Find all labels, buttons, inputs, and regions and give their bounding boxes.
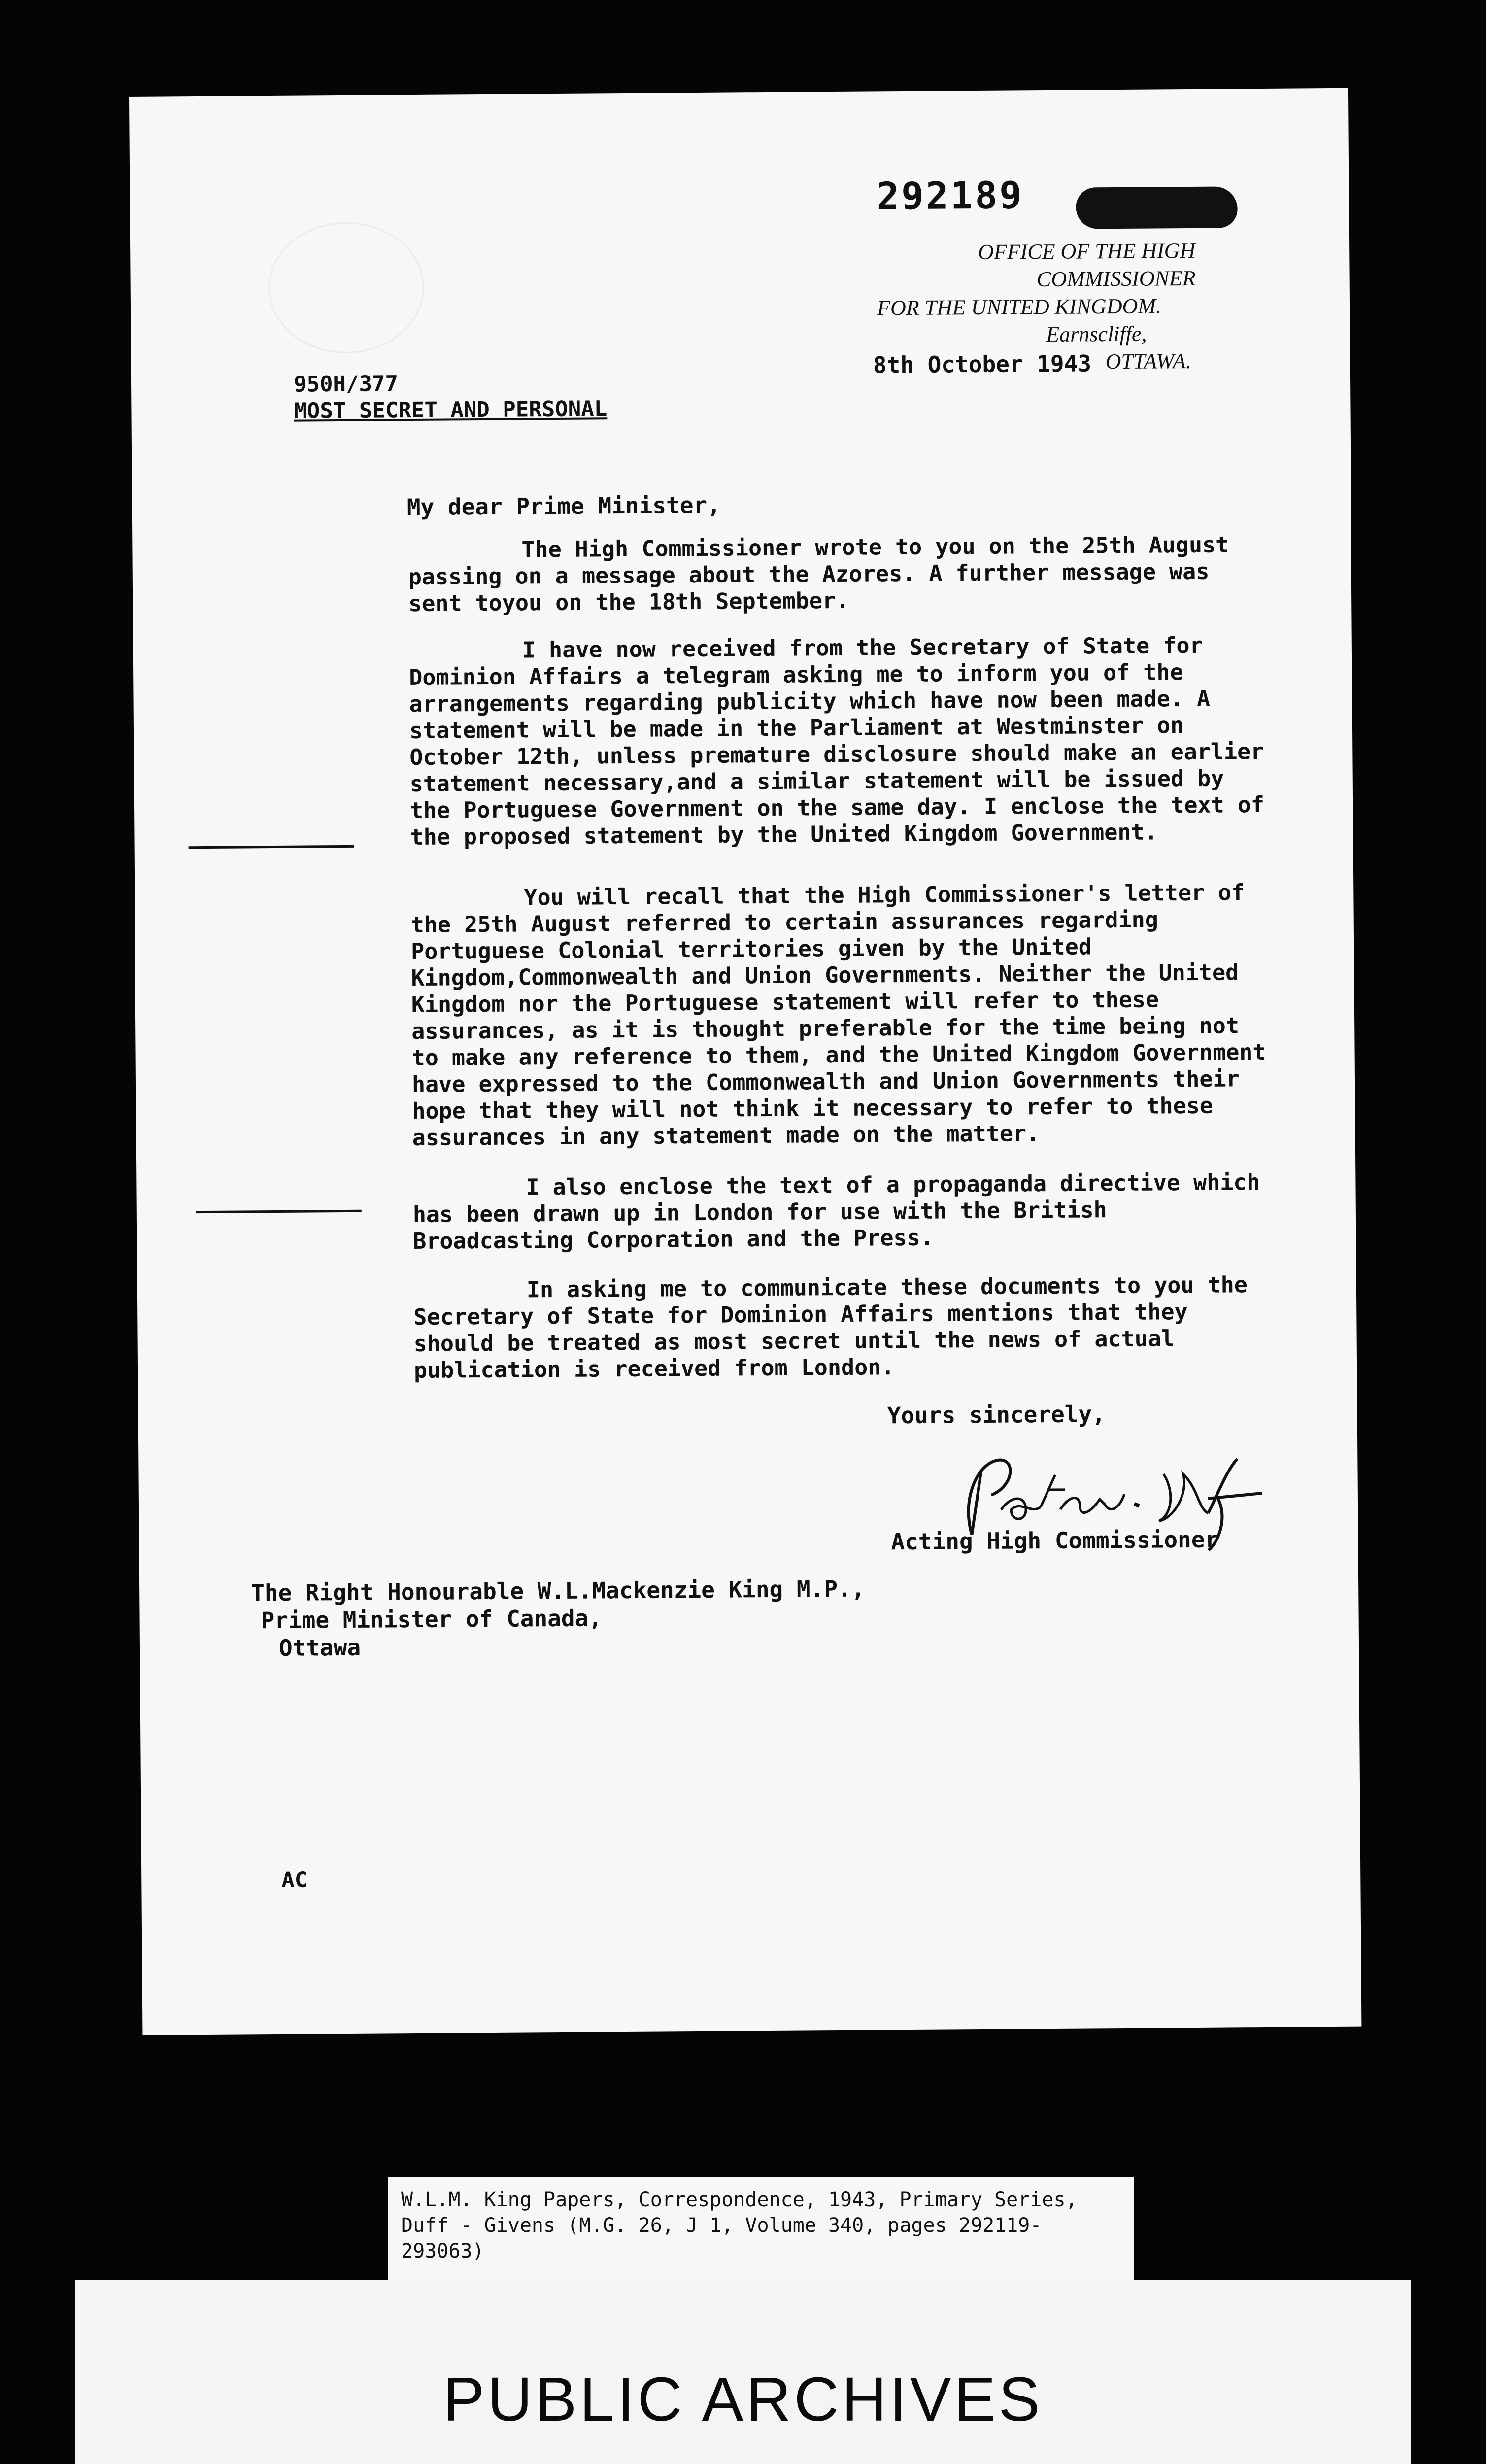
margin-mark: [196, 1210, 362, 1213]
document-number: 292189: [877, 173, 1024, 218]
citation-line: W.L.M. King Papers, Correspondence, 1943, Primary Series,: [401, 2189, 1078, 2211]
paragraph: You will recall that the High Commissioner's letter of the 25th August referred to certain assurances regarding Portuguese Colonial territories given by the United Kingdom,Commonwealth and Union Governments. Neither the United Kingdom nor the Portuguese statement will refer to these assurances, as it is thought preferable for the time being not to make any reference to them, and the United Kingdom Government have expressed to the Commonwealth and Union Governments their hope that they will not think it necessary to refer to these assurances in any statement made on the matter.: [410, 879, 1266, 1151]
typist-initials: AC: [281, 1867, 308, 1893]
addressee-line: The Right Honourable W.L.Mackenzie King M.P.,: [251, 1575, 865, 1607]
addressee-block: [251, 1575, 865, 1662]
paragraph: In asking me to communicate these documents to you the Secretary of State for Dominion Affairs mentions that they should be treated as most secret until the news of actual publication is received from London.: [413, 1271, 1248, 1384]
paragraph: I have now received from the Secretary of State for Dominion Affairs a telegram asking me to inform you of the arrangements regarding publicity which have now been made. A statement will be made in the Parliament at Westminster on October 12th, unless premature disclosure should make an earlier statement necessary,and a similar statement will be issued by the Portuguese Government on the same day. I enclose the text of the proposed statement by the United Kingdom Government.: [409, 632, 1265, 851]
archives-title-en: PUBLIC ARCHIVES: [443, 2364, 1043, 2434]
paragraph: The High Commissioner wrote to you on the 25th August passing on a message about the Azores. A further message was sent toyou on the 18th September.: [408, 531, 1229, 617]
addressee-line: Ottawa: [278, 1634, 361, 1661]
salutation: My dear Prime Minister,: [406, 491, 721, 521]
margin-mark: [189, 845, 354, 849]
letter-page: [129, 88, 1361, 2035]
classification-heading: MOST SECRET AND PERSONAL: [294, 396, 608, 424]
letterhead-line: OTTAWA.: [1105, 348, 1191, 374]
reference-number: 950H/377: [293, 371, 399, 397]
embossed-seal-icon: [268, 222, 425, 354]
addressee-line: Prime Minister of Canada,: [261, 1605, 603, 1634]
closing: Yours sincerely,: [887, 1401, 1106, 1429]
citation-line: Duff - Givens (M.G. 26, J 1, Volume 340, pages 292119-: [401, 2214, 1042, 2237]
letterhead-line: Earnscliffe,: [1046, 321, 1147, 347]
redaction-mark: [1076, 186, 1238, 229]
citation-label: [388, 2177, 1134, 2287]
citation-line: 293063): [401, 2240, 484, 2262]
reference-block: [294, 369, 608, 424]
archives-card: [75, 2280, 1411, 2464]
letterhead-line: FOR THE UNITED KINGDOM.: [877, 294, 1162, 320]
signer-title: Acting High Commissioner: [891, 1526, 1219, 1555]
letterhead-line: OFFICE OF THE HIGH COMMISSIONER: [978, 238, 1196, 292]
paragraph: I also enclose the text of a propaganda directive which has been drawn up in London for use with the British Broadcasting Corporation and the Press.: [412, 1169, 1260, 1255]
letter-date: 8th October 1943: [873, 350, 1092, 378]
